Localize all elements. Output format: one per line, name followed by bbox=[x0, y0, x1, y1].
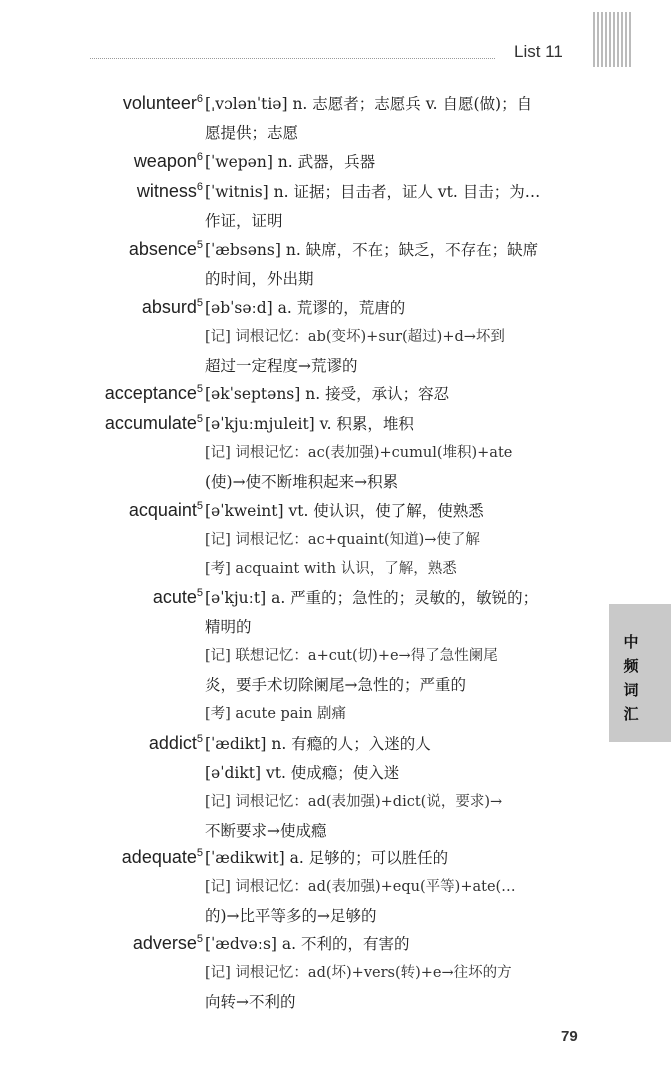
headword-text: adequate bbox=[121, 847, 197, 867]
note-line: [考] acquaint with 认识，了解，熟悉 bbox=[205, 561, 457, 577]
note-line: [记] 词根记忆：ad(表加强)+equ(平等)+ate(… bbox=[205, 879, 516, 895]
headword bbox=[129, 500, 203, 521]
note-line: 向转→不利的 bbox=[205, 993, 296, 1011]
headword bbox=[142, 297, 203, 318]
note-line: [记] 词根记忆：ac(表加强)+cumul(堆积)+ate bbox=[205, 445, 513, 461]
definition-line: [ˈædikwit] a. 足够的；可以胜任的 bbox=[205, 849, 449, 867]
definition-line: [ˈwepən] n. 武器，兵器 bbox=[205, 153, 376, 171]
frequency-superscript: 5 bbox=[196, 733, 203, 745]
note-line: [记] 词根记忆：ac+quaint(知道)→使了解 bbox=[205, 532, 480, 548]
headword-text: acceptance bbox=[104, 383, 197, 403]
note-line: 超过一定程度→荒谬的 bbox=[205, 357, 358, 375]
headword bbox=[137, 181, 203, 202]
page-number: 79 bbox=[561, 1028, 578, 1045]
headword bbox=[153, 587, 203, 608]
headword-text: absence bbox=[128, 239, 197, 259]
note-line: 精明的 bbox=[205, 618, 252, 636]
headword-text: addict bbox=[148, 733, 197, 753]
note-line: 的时间，外出期 bbox=[205, 270, 314, 288]
frequency-superscript: 5 bbox=[196, 383, 203, 395]
definition-line: [ˌvɔlənˈtiə] n. 志愿者；志愿兵 v. 自愿(做)；自 bbox=[205, 95, 533, 113]
note-line: 不断要求→使成瘾 bbox=[205, 822, 327, 840]
note-line: 愿提供；志愿 bbox=[205, 124, 299, 142]
frequency-superscript: 6 bbox=[196, 151, 203, 163]
definition-line: [əˈkjuːt] a. 严重的；急性的；灵敏的，敏锐的； bbox=[205, 589, 539, 607]
headword bbox=[133, 933, 203, 954]
side-tab-label: 中频词汇 bbox=[623, 633, 639, 723]
definition-line: [ˈædikt] n. 有瘾的人；入迷的人 bbox=[205, 735, 431, 753]
headword-text: witness bbox=[136, 181, 197, 201]
headword bbox=[105, 383, 203, 404]
headword-text: volunteer bbox=[122, 93, 197, 113]
headword bbox=[122, 847, 203, 868]
frequency-superscript: 6 bbox=[196, 181, 203, 193]
note-line: 作证，证明 bbox=[205, 212, 283, 230]
frequency-superscript: 5 bbox=[196, 933, 203, 945]
definition-line: [əkˈseptəns] n. 接受，承认；容忍 bbox=[205, 385, 450, 403]
headword bbox=[149, 733, 203, 754]
frequency-superscript: 5 bbox=[196, 413, 203, 425]
definition-line: [ˈwitnis] n. 证据；目击者，证人 vt. 目击；为… bbox=[205, 183, 541, 201]
note-line: [记] 词根记忆：ad(表加强)+dict(说，要求)→ bbox=[205, 794, 503, 810]
frequency-superscript: 5 bbox=[196, 587, 203, 599]
note-line: [əˈdikt] vt. 使成瘾；使入迷 bbox=[205, 764, 400, 782]
headword-text: adverse bbox=[132, 933, 197, 953]
definition-line: [əbˈsəːd] a. 荒谬的，荒唐的 bbox=[205, 299, 406, 317]
definition-line: [əˈkweint] vt. 使认识，使了解，使熟悉 bbox=[205, 502, 484, 520]
definition-line: [əˈkjuːmjuleit] v. 积累，堆积 bbox=[205, 415, 414, 433]
headword-text: accumulate bbox=[104, 413, 197, 433]
headword-text: absurd bbox=[141, 297, 197, 317]
headword bbox=[105, 413, 203, 434]
note-line: 的)→比平等多的→足够的 bbox=[205, 907, 377, 925]
frequency-superscript: 5 bbox=[196, 297, 203, 309]
headword-text: acute bbox=[152, 587, 197, 607]
header-rule bbox=[90, 58, 495, 59]
headword bbox=[134, 151, 203, 172]
note-line: [记] 词根记忆：ad(坏)+vers(转)+e→往坏的方 bbox=[205, 965, 512, 981]
note-line: [考] acute pain 剧痛 bbox=[205, 706, 347, 722]
definition-line: [ˈæbsəns] n. 缺席，不在；缺乏，不存在；缺席 bbox=[205, 241, 539, 259]
note-line: [记] 词根记忆：ab(变坏)+sur(超过)+d→坏到 bbox=[205, 329, 505, 345]
header-decoration bbox=[593, 12, 631, 67]
headword bbox=[123, 93, 203, 114]
note-line: (使)→使不断堆积起来→积累 bbox=[205, 473, 399, 491]
headword-text: weapon bbox=[133, 151, 197, 171]
headword-text: acquaint bbox=[128, 500, 197, 520]
list-title: List 11 bbox=[514, 42, 563, 61]
definition-line: [ˈædvəːs] a. 不利的，有害的 bbox=[205, 935, 410, 953]
frequency-superscript: 5 bbox=[196, 239, 203, 251]
frequency-superscript: 5 bbox=[196, 847, 203, 859]
frequency-superscript: 5 bbox=[196, 500, 203, 512]
note-line: [记] 联想记忆：a+cut(切)+e→得了急性阑尾 bbox=[205, 648, 498, 664]
frequency-superscript: 6 bbox=[196, 93, 203, 105]
note-line: 炎，要手术切除阑尾→急性的；严重的 bbox=[205, 676, 466, 694]
headword bbox=[129, 239, 203, 260]
